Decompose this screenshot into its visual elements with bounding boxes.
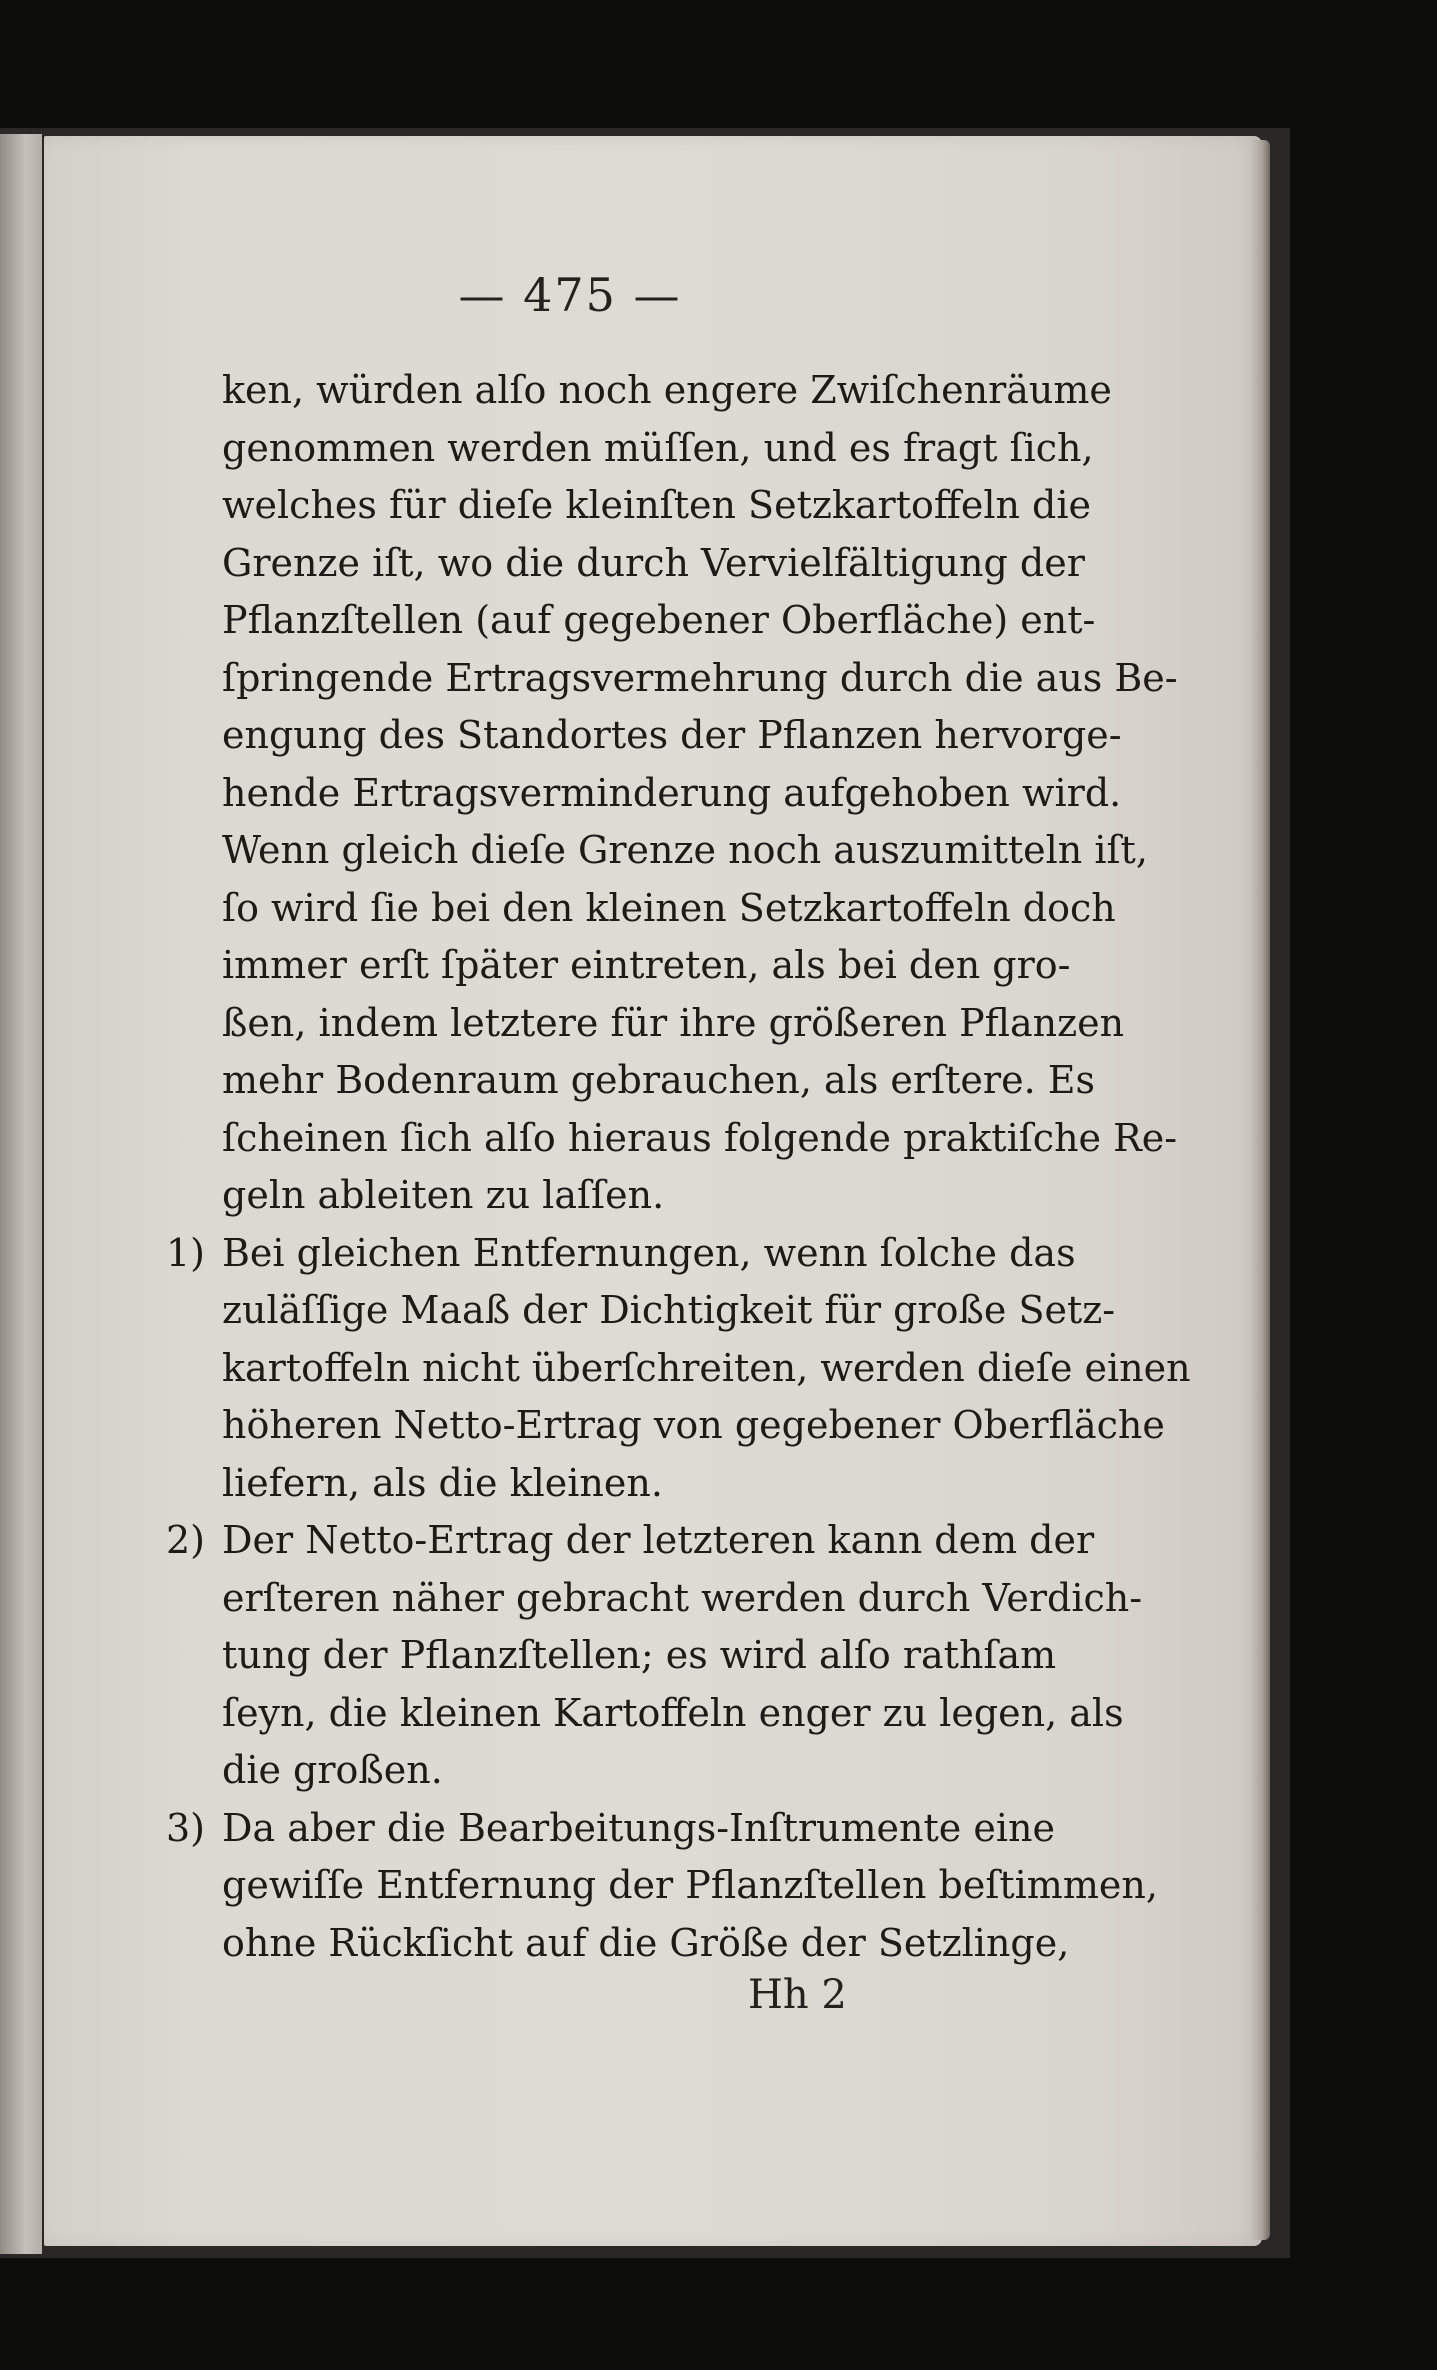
item-number: 2) xyxy=(166,1518,206,1562)
text-line: Der Netto-Ertrag der letzteren kann dem der xyxy=(222,1518,1095,1562)
text-line: kartoffeln nicht überſchreiten, werden dieſe einen xyxy=(222,1345,1191,1390)
item-number: 3) xyxy=(166,1805,206,1850)
text-line: ßen, indem letztere für ihre größeren Pflanzen xyxy=(222,1000,1125,1045)
text-line: ſo wird ſie bei den kleinen Setzkartoffeln doch xyxy=(222,885,1116,930)
text-line: ohne Rückſicht auf die Größe der Setzlinge, xyxy=(222,1920,1070,1965)
text-line: Wenn gleich dieſe Grenze noch auszumitteln iſt, xyxy=(222,828,1148,872)
paragraph xyxy=(222,362,1178,1225)
text-line: Grenze iſt, wo die durch Vervielfältigung der xyxy=(222,540,1085,585)
signature-mark: Hh 2 xyxy=(748,1972,847,2018)
text-line: Da aber die Bearbeitungs-Inſtrumente eine xyxy=(222,1805,1055,1850)
text-line: liefern, als die kleinen. xyxy=(222,1460,663,1505)
text-line: mehr Bodenraum gebrauchen, als erſtere. Es xyxy=(222,1058,1095,1102)
text-line: ſeyn, die kleinen Kartoffeln enger zu legen, als xyxy=(222,1690,1124,1735)
text-line: tung der Pflanzſtellen; es wird alſo rathſam xyxy=(222,1633,1057,1677)
text-line: ſcheinen ſich alſo hieraus folgende praktiſche Re- xyxy=(222,1115,1178,1160)
page-number: — 475 — xyxy=(458,268,682,322)
body-text xyxy=(166,362,1191,1972)
text-line: genommen werden müſſen, und es fragt ſich, xyxy=(222,425,1094,470)
page-edge xyxy=(1250,140,1270,2240)
text-line: Pflanzſtellen (auf gegebener Oberfläche) ent- xyxy=(222,598,1096,642)
text-line: geln ableiten zu laſſen. xyxy=(222,1173,665,1217)
text-line: hende Ertragsverminderung aufgehoben wird. xyxy=(222,770,1122,815)
text-line: gewiſſe Entfernung der Pflanzſtellen beſtimmen, xyxy=(222,1863,1158,1907)
text-line: immer erſt ſpäter eintreten, als bei den gro- xyxy=(222,943,1071,987)
item-number: 1) xyxy=(166,1230,206,1275)
text-line: ſpringende Ertragsvermehrung durch die aus Be- xyxy=(222,655,1178,700)
text-line: engung des Standortes der Pflanzen hervorge- xyxy=(222,713,1122,757)
text-line: erſteren näher gebracht werden durch Verdich- xyxy=(222,1575,1143,1620)
left-page-edge xyxy=(0,134,42,2254)
text-line: höheren Netto-Ertrag von gegebener Oberfläche xyxy=(222,1403,1165,1447)
text-line: die großen. xyxy=(222,1748,443,1792)
list-item xyxy=(166,1225,1191,1513)
text-line: Bei gleichen Entfernungen, wenn ſolche das xyxy=(222,1230,1076,1275)
text-line: zuläſſige Maaß der Dichtigkeit für große Setz- xyxy=(222,1288,1116,1332)
text-line: welches für dieſe kleinſten Setzkartoffeln die xyxy=(222,483,1092,527)
text-line: ken, würden alſo noch engere Zwiſchenräume xyxy=(222,368,1112,412)
list-item xyxy=(166,1800,1158,1973)
list-item xyxy=(166,1512,1143,1800)
